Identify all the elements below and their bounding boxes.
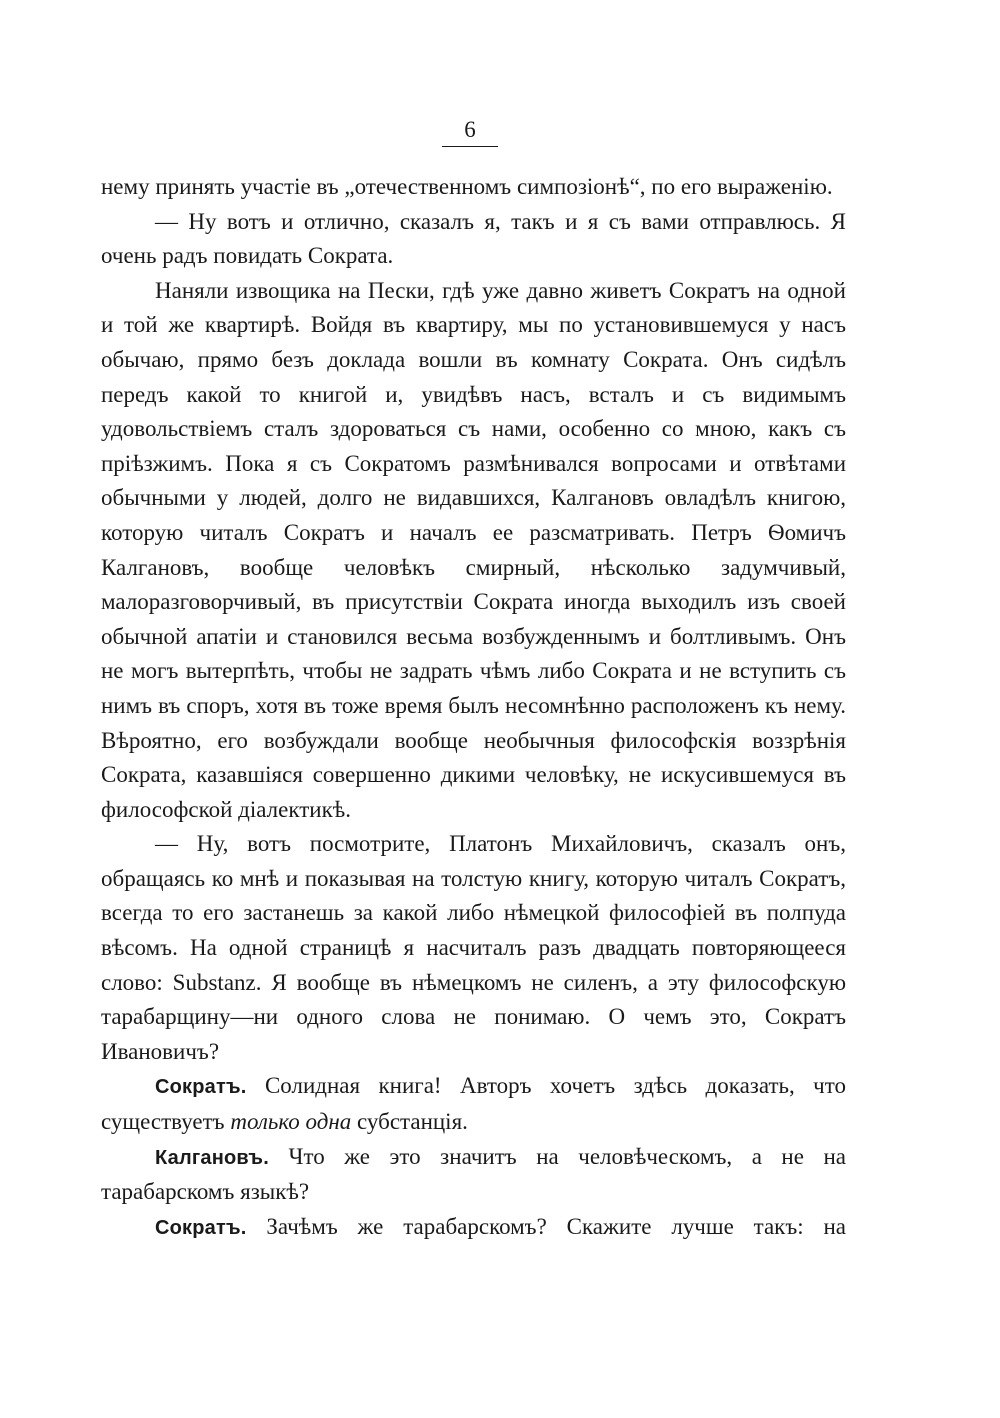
emphasized-text: только одна [230,1109,352,1135]
speech-text: Что же это значитъ на человѣческомъ, а не на тарабарскомъ языкѣ? [101,1143,846,1205]
speaker-label: Калгановъ. [155,1146,269,1169]
speaker-label: Сократъ. [155,1216,247,1239]
paragraph-narrative: Наняли извощика на Пески, гдѣ уже давно живетъ Сократъ на одной и той же квартирѣ. Войдя въ квартиру, мы по установившемуся у насъ обычаю, прямо безъ доклада вошли въ комнату Сократа. Онъ сидѣлъ передъ какой то книгой и, увидѣвъ насъ, всталъ и съ видимымъ удовольствіемъ сталъ здороваться съ нами, особенно со мною, какъ съ пріѣзжимъ. Пока я съ Сократомъ размѣнивался вопросами и отвѣтами обычными у людей, долго не видавшихся, Калгановъ овладѣлъ книгою, которую читалъ Сократъ и началъ ее разсматривать. Петръ Ѳомичъ Калгановъ, вообще человѣкъ смирный, нѣсколько задумчивый, малоразговорчивый, въ присутствіи Сократа иногда выходилъ изъ своей обычной апатіи и становился весьма возбужденнымъ и болтливымъ. Онъ не могъ вытерпѣть, чтобы не задрать чѣмъ либо Сократа и не вступить съ нимъ въ споръ, хотя въ тоже время былъ несомнѣнно расположенъ къ нему. Вѣроятно, его возбуждали вообще необычныя философскія воззрѣнія Сократа, казавшіяся совершенно дикими человѣку, не искусившемуся въ философской діалектикѣ. [101,277,846,822]
paragraph-sokrat-reply-2 [101,1210,846,1246]
speaker-label: Сократъ. [155,1076,247,1099]
text-body [101,170,846,1245]
speech-text: Солидная книга! Авторъ хочетъ здѣсь доказать, что существуетъ [101,1073,846,1135]
page-number: 6 [464,117,476,142]
speech-text-end: субстанція. [351,1109,468,1135]
page-number-rule [442,146,498,147]
paragraph-dialogue-narrator: — Ну вотъ и отлично, сказалъ я, такъ и я съ вами отправлюсь. Я очень радъ повидать Сократа. [101,208,846,269]
speech-text: Зачѣмъ же тарабарскомъ? Скажите лучше такъ: на [246,1213,846,1239]
paragraph-continuation: нему принять участіе въ „отечественномъ симпозіонѣ“, по его выраженію. [101,174,833,199]
paragraph-dialogue-kalganov: — Ну, вотъ посмотрите, Платонъ Михайловичъ, сказалъ онъ, обращаясь ко мнѣ и показывая на толстую книгу, которую читалъ Сократъ, всегда то его застанешь за какой либо нѣмецкой философіей въ полпуда вѣсомъ. На одной страницѣ я насчиталъ разъ двадцать повторяющееся слово: Substanz. Я вообще въ нѣмецкомъ не силенъ, а эту философскую тарабарщину—ни одного слова не понимаю. О чемъ это, Сократъ Ивановичъ? [101,831,846,1064]
paragraph-sokrat-reply [101,1069,846,1139]
paragraph-kalganov-reply [101,1140,846,1210]
